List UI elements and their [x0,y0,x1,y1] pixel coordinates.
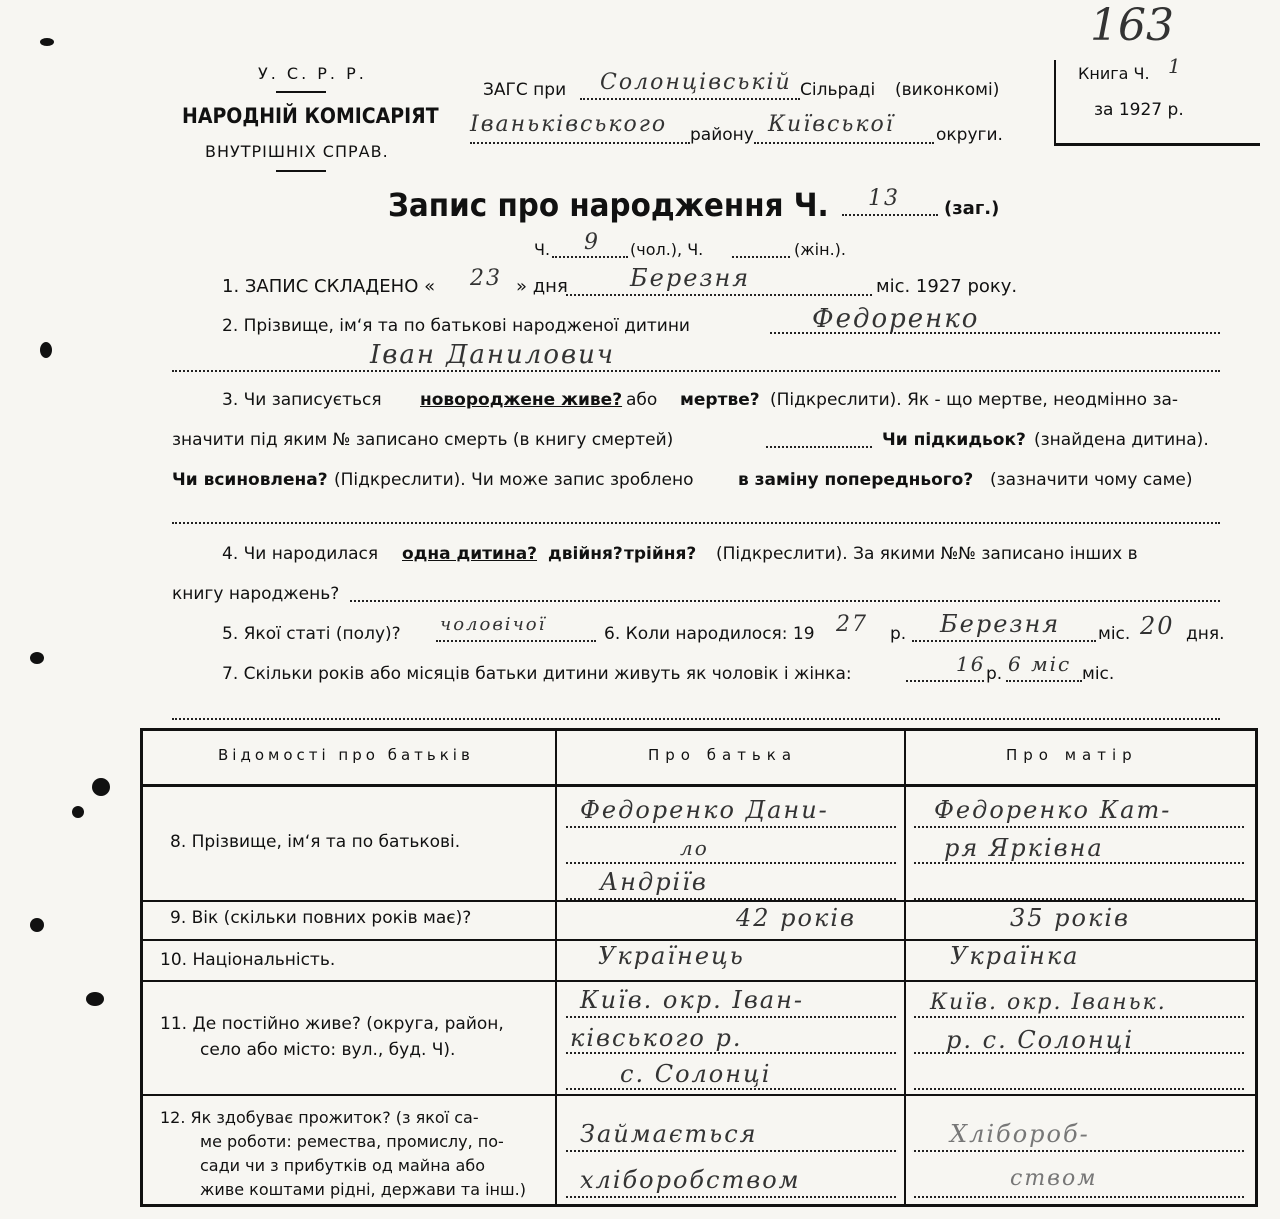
okrugy-label: округи. [936,125,1003,145]
ink-spot [40,342,52,358]
item7-mis-label: міс. [1082,664,1115,684]
item6-label: 6. Коли народилося: 19 [604,624,815,644]
ink-spot [30,652,44,664]
item6-month-handwritten: Березня [940,610,1061,638]
rayonu-label: району [690,125,754,145]
item6-r-label: р. [890,624,907,644]
item3-foundling: Чи підкидьок? [882,430,1026,450]
table-header-mother: Про матір [1006,746,1138,764]
item4-l1a: 4. Чи народилася [222,544,379,564]
row11-father-line2: ківського р. [570,1024,743,1052]
district-handwritten: Іваньківського [470,112,668,137]
row12-mother-line1: Хлібороб- [950,1120,1090,1148]
ink-spot [30,918,44,932]
row11-father-line3: с. Солонці [620,1060,772,1088]
row11-mother-line2: р. с. Солонці [946,1026,1135,1054]
item3-dead: мертве? [680,390,760,410]
item7-label: 7. Скільки років або місяців батьки дитини живуть як чоловік і жінка: [222,664,852,684]
row10-father: Українець [598,942,745,970]
ministry-title: НАРОДНІЙ КОМІСАРІЯТ [182,104,439,128]
row12-father-line1: Займається [580,1120,758,1148]
village-handwritten: Солонцівській [600,70,792,95]
row10-label: 10. Національність. [160,950,336,970]
row12-label-line1: 12. Як здобуває прожиток? (з якої са- [160,1108,479,1127]
department-label: ВНУТРІШНІХ СПРАВ. [205,142,389,161]
year-label: за 1927 р. [1094,100,1184,120]
table-header-info: Відомості про батьків [218,746,474,764]
book-number-handwritten: 1 [1168,54,1183,78]
item1-month-handwritten: Березня [630,264,751,292]
item3-l2c: (знайдена дитина). [1034,430,1209,450]
row12-label-line3: сади чи з прибутків од майна або [200,1156,485,1175]
ussr-label: У. С. Р. Р. [258,64,367,83]
row8-mother-line1: Федоренко Кат- [934,796,1172,824]
zhin-label: (жін.). [794,240,846,259]
item3-l1c: або [626,390,658,410]
item3-l2a: значити під яким № записано смерть (в книгу смертей) [172,430,674,450]
item4-l2: книгу народжень? [172,584,340,604]
item7-years-handwritten: 16 [956,652,986,676]
item6-day-handwritten: 20 [1140,612,1175,640]
page-number-handwritten: 163 [1090,0,1174,51]
ch-label: Ч. [534,240,551,259]
item1-label: 1. ЗАПИС СКЛАДЕНО « [222,276,436,297]
item7-months-handwritten: 6 міс [1008,652,1072,676]
row12-father-line2: хліборобством [580,1166,801,1194]
item3-l3d: (зазначити чому саме) [990,470,1193,490]
item6-year-handwritten: 27 [836,612,868,637]
zags-prefix: ЗАГС при [483,80,567,100]
row9-father: 42 років [736,904,856,932]
item6-dnya-label: дня. [1186,624,1225,644]
row12-label-line4: живе коштами рідні, держави та інш.) [200,1180,526,1199]
row12-label-line2: ме роботи: ремества, промислу, по- [200,1132,504,1151]
silradi-label: Сільраді [800,80,876,100]
item2-name-handwritten: Іван Данилович [370,340,616,370]
item5-sex-handwritten: чоловічої [440,614,547,635]
book-label: Книга Ч. [1078,64,1150,83]
row11-father-line1: Київ. окр. Іван- [580,986,805,1014]
row12-mother-line2: ством [1010,1166,1098,1191]
item4-triplets: трійня? [624,544,697,564]
ink-spot [86,992,104,1006]
item7-r-label: р. [986,664,1003,684]
item3-replacement: в заміну попереднього? [738,470,974,490]
chol-label: (чол.), Ч. [630,240,704,259]
item1-day-handwritten: 23 [470,266,502,291]
item3-l1a: 3. Чи записується [222,390,382,410]
row11-label-line2: село або місто: вул., буд. Ч). [200,1040,456,1060]
row8-father-line2: ло [680,836,709,860]
row8-mother-line2: ря Ярківна [944,834,1104,862]
row11-mother-line1: Київ. окр. Іваньк. [930,990,1167,1015]
row8-father-line3: Андріїв [600,868,708,896]
item4-l1e: (Підкреслити). За якими №№ записано інших в [716,544,1138,564]
item6-mis-label: міс. [1098,624,1131,644]
ink-spot [92,778,110,796]
item1-day-label: » дня [516,276,568,297]
item2-label: 2. Прізвище, ім‘я та по батькові народженої дитини [222,316,690,336]
item1-year-label: міс. 1927 року. [876,276,1018,297]
male-number-handwritten: 9 [584,230,600,255]
record-number-handwritten: 13 [868,186,900,211]
item5-label: 5. Якої статі (полу)? [222,624,401,644]
table-header-father: Про батька [648,746,798,764]
item3-alive: новороджене живе? [420,390,623,410]
item3-l3b: (Підкреслити). Чи може запис зроблено [334,470,694,490]
ink-spot [72,806,84,818]
row8-father-line1: Федоренко Дани- [580,796,829,824]
document-title: Запис про народження Ч. [388,186,829,224]
item4-single: одна дитина? [402,544,538,564]
ink-spot [40,38,54,46]
row9-label: 9. Вік (скільки повних років має)? [170,908,472,928]
item2-surname-handwritten: Федоренко [812,304,980,334]
item3-adopted: Чи всиновлена? [172,470,328,490]
item3-l1e: (Підкреслити). Як - що мертве, неодмінно за- [770,390,1179,410]
row9-mother: 35 років [1010,904,1130,932]
row11-label-line1: 11. Де постійно живе? (округа, район, [160,1014,504,1034]
row8-label: 8. Прізвище, ім‘я та по батькові. [170,832,461,852]
item4-twins: двійня? [548,544,623,564]
row10-mother: Українка [950,942,1080,970]
okrug-handwritten: Київської [768,112,895,137]
zag-label: (заг.) [944,198,1000,219]
vykonkomi-label: (виконкомі) [895,80,1000,100]
